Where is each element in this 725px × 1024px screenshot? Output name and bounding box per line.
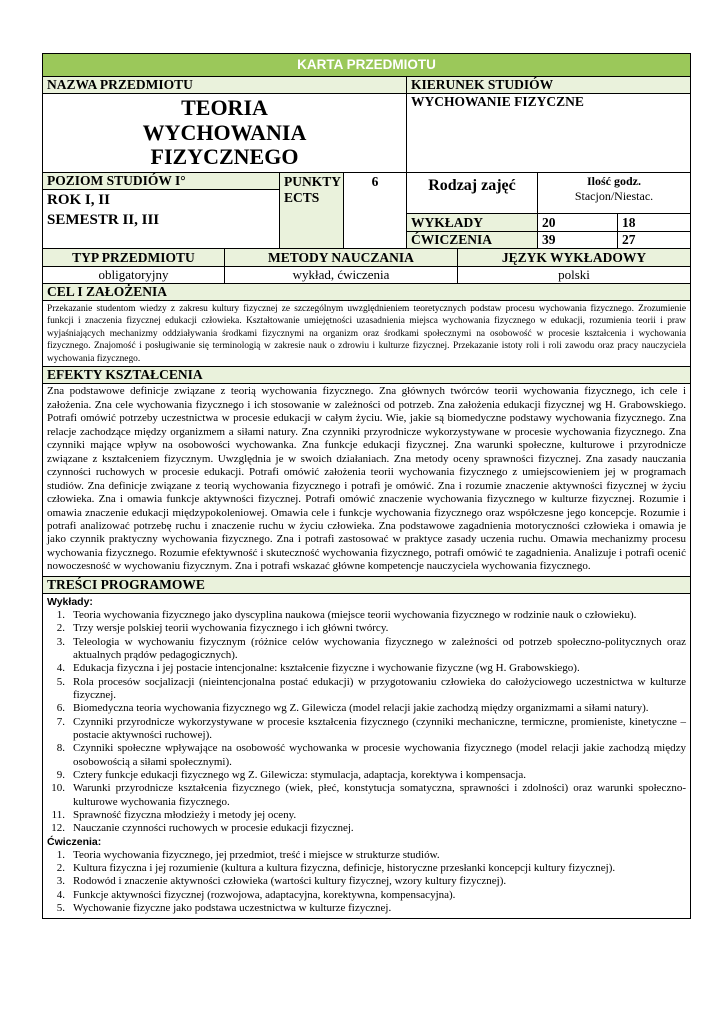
list-item: 3. Rodowód i znaczenie aktywności człowieka (wartości kultury fizycznej, wzory kultury fizycznej). (56, 875, 507, 888)
type-value-row (43, 267, 690, 284)
semester-value: SEMESTR II, III (47, 211, 160, 228)
level-block (43, 173, 280, 248)
list-item: 5. Wychowanie fizyczne jako podstawa uczestnictwa w kulturze fizycznej. (56, 902, 392, 915)
list-item: 2. Kultura fizyczna i jej rozumienie (kultura a kultura fizyczna, definicje, historyczne przesłanki koncepcji kultury fizycznej). (56, 862, 616, 874)
lectures-stationary: 20 (538, 214, 618, 231)
goals-text: Przekazanie studentom wiedzy z zakresu kultury fizycznej ze szczególnym uwzględnieniem teoretycznych podstaw procesu wychowania fizycznego. Zrozumienie funkcji i znaczenia fizycznej edukacji człowieka. Kształtowanie umiejętności uzasadnienia miejsca wychowania fizycznego w edukacji, rozumienia teorii i praw wyjaśniających mechanizmy oddziaływania środkami fizycznymi na organizm oraz środkami społecznymi na osobowość w procesie kształcenia i wychowania fizycznego. Znajomość i posługiwanie się terminologią w zakresie nauk o zdrowiu i kulturze fizycznej. Przekazanie istoty roli i roli zawodu oraz pracy nauczyciela wychowania fizycznego. (43, 301, 690, 368)
type-header-row (43, 249, 690, 267)
class-type-label: Rodzaj zajęć (407, 173, 538, 213)
level-label: POZIOM STUDIÓW I° (43, 173, 279, 190)
type-value: obligatoryjny (43, 267, 225, 283)
lectures-hours-row (407, 214, 690, 232)
list-item: 5. Rola procesów socjalizacji (nieintencjonalna postać edukacji) w przygotowaniu człowieka do całożyciowego uczestnictwa w kulturze fizycznej. (56, 675, 686, 701)
list-item: 6. Biomedyczna teoria wychowania fizycznego wg Z. Gilewicza (model relacji jakie zachodzą między organizmami a siłami natury). (56, 702, 649, 715)
list-item: 3. Teleologia w wychowaniu fizycznym (różnice celów wychowania fizycznego w zależności od potrzeb społeczno-politycznych oraz aktualnych prądów pedagogicznych). (56, 635, 686, 661)
ects-label: PUNKTY ECTS (280, 173, 344, 248)
card-title: KARTA PRZEDMIOTU (43, 54, 690, 77)
direction-block (407, 77, 690, 172)
exercises-hours-row (407, 232, 690, 248)
methods-label: METODY NAUCZANIA (225, 249, 458, 266)
subject-name-block (43, 77, 407, 172)
exercises-subheading: Ćwiczenia: (47, 835, 102, 848)
hours-block (407, 173, 690, 248)
program-heading: TREŚCI PROGRAMOWE (43, 577, 690, 594)
type-label: TYP PRZEDMIOTU (43, 249, 225, 266)
list-item: 7. Czynniki przyrodnicze wykorzystywane w procesie kształcenia fizycznego (czynniki mechaniczne, termiczne, promieniste, kinetyczne – postacie aktywności ruchowej). (56, 715, 686, 741)
list-item: 1. Teoria wychowania fizycznego, jej przedmiot, treść i miejsce w strukturze studiów. (56, 848, 440, 861)
goals-heading: CEL I ZAŁOŻENIA (43, 284, 690, 301)
language-value: polski (558, 266, 590, 282)
exercises-stationary: 39 (538, 232, 618, 248)
subject-name-value: TEORIA WYCHOWANIA FIZYCZNEGO (142, 95, 307, 169)
exercises-list (47, 849, 686, 916)
list-item: 12. Nauczanie czynności ruchowych w procesie edukacji fizycznej. (51, 822, 354, 835)
hours-sub-label: Stacjon/Niestac. (574, 188, 654, 203)
list-item: 4. Funkcje aktywności fizycznej (rozwojowa, adaptacyjna, korektywna, kompensacyjna). (56, 888, 456, 901)
methods-value: wykład, ćwiczenia (225, 267, 458, 283)
ects-value: 6 (344, 173, 407, 248)
subject-row (43, 77, 690, 173)
subject-name-label: NAZWA PRZEDMIOTU (43, 77, 406, 94)
list-item: 2. Trzy wersje polskiej teorii wychowania fizycznego i ich główni twórcy. (56, 622, 389, 635)
outcomes-heading: EFEKTY KSZTAŁCENIA (43, 367, 690, 384)
language-label: JĘZYK WYKŁADOWY (501, 249, 647, 265)
list-item: 1. Teoria wychowania fizycznego jako dyscyplina naukowa (miejsce teorii wychowania fizycznego w rodzinie nauk o człowieku). (56, 608, 637, 621)
list-item: 4. Edukacja fizyczna i jej postacie intencjonalne: kształcenie fizyczne i wychowanie fizyczne (wg H. Grabowskiego). (56, 662, 580, 675)
year-value: ROK I, II (47, 191, 110, 208)
list-item: 9. Cztery funkcje edukacji fizycznego wg Z. Gilewicza: stymulacja, adaptacja, korektywa i kompensacja. (56, 768, 526, 781)
lectures-label: WYKŁADY (407, 214, 538, 231)
exercises-label: ĆWICZENIA (407, 232, 538, 248)
lectures-nonstationary: 18 (622, 214, 636, 230)
direction-label: KIERUNEK STUDIÓW (407, 77, 690, 94)
direction-value: WYCHOWANIE FIZYCZNE (411, 94, 584, 109)
list-item: 10. Warunki przyrodnicze kształcenia fizycznego (wiek, płeć, konstytucja somatyczna, sprawności i zdolności) oraz warunki społeczno-kulturowe wychowania fizycznego. (51, 782, 686, 808)
hours-label: Ilość godz. (587, 173, 641, 188)
program-content (43, 594, 690, 919)
outcomes-text: Zna podstawowe definicje związane z teorią wychowania fizycznego. Zna głównych twórców teorii wychowania fizycznego, ich cele i założenia. Zna cele wychowania fizycznego i ich stosowanie w zależności od potrzeb. Zna założenia edukacji fizycznej wg H. Grabowskiego. Potrafi omówić potrzeby uczestnictwa w procesie edukacji w całym życiu. Wie, jakie są biomedyczne podstawy wychowania fizycznego. Zna relacje zachodzące między organizmem a siłami natury. Zna czynniki przyrodnicze wykorzystywane w procesie wychowania fizycznego. Zna czynniki mające wpływ na osobowości wychowanka. Zna funkcje edukacji fizycznej. Zna warunki społeczne, kulturowe i przyrodnicze związane z kształceniem fizycznym. Uwzględnia je w swoich działaniach. Zna metody oceny sprawności fizycznej. Zna zasady nauczania czynności ruchowych w procesie edukacji. Potrafi omówić założenia teorii wychowania fizycznego z umiejscowieniem jej w programach studiów. Zna definicje związane z teorią wychowania fizycznego i potrafi je omówić. Zna i rozumie znaczenie aktywności fizycznej w życiu człowieka. Zna i omawia funkcje aktywności fizycznej. Potrafi omówić znaczenie wychowania fizycznego w kulturze fizycznej. Rozumie i omawia znaczenie edukacji międzypokoleniowej. Omawia cele i funkcje wychowania fizycznego oraz współczesne jego koncepcje. Rozumie i potrafi analizować potrzebę ruchu i znaczenie ruchu w życiu człowieka. Zna podstawowe zagadnienia motoryczności człowieka i omawia je jako czynnik praktyczny wychowania fizycznego. Zna i potrafi zastosować w praktyce zasady uczenia ruchu. Omawia mechanizmy procesu wychowania fizycznego. Rozumie efektywność i skuteczność wychowania fizycznego, potrafi omówić te zagadnienia. Analizuje i potrafi ocenić nowoczesność w wychowaniu fizycznym. Zna i potrafi wskazać główne kompetencje nauczyciela wychowania fizycznego. (43, 384, 690, 576)
exercises-nonstationary: 27 (622, 231, 636, 247)
level-row (43, 173, 690, 249)
list-item: 11. Sprawność fizyczna młodzieży i metody jej oceny. (51, 808, 297, 821)
course-card (42, 53, 691, 919)
list-item: 8. Czynniki społeczne wpływające na osobowość wychowanka w procesie wychowania fizycznego (model relacji jakie zachodzą między osobowością a siłami społecznymi). (56, 742, 686, 768)
lectures-list (47, 609, 686, 836)
lectures-subheading: Wykłady: (47, 595, 93, 608)
